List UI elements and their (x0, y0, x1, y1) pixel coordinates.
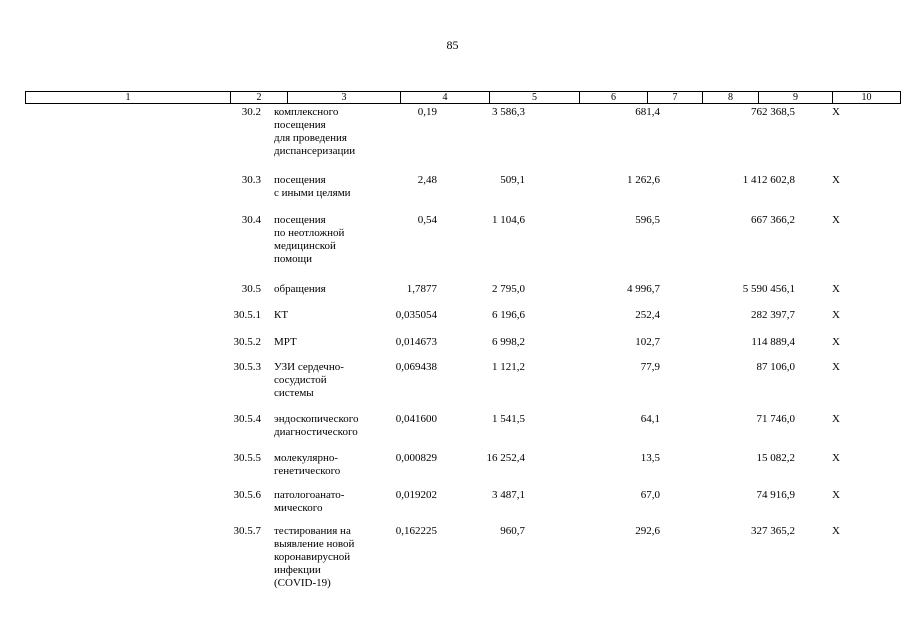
row-code: 30.5.5 (233, 452, 261, 464)
row-code: 30.5.7 (233, 525, 261, 537)
row-value-col4: 0,019202 (395, 489, 437, 501)
row-value-col9: 762 368,5 (751, 106, 795, 118)
row-value-col4: 0,069438 (395, 361, 437, 373)
row-value-col5: 1 104,6 (492, 214, 525, 226)
row-value-col7: 1 262,6 (627, 174, 660, 186)
row-value-col4: 0,54 (417, 214, 437, 226)
row-name-line: посещения (274, 214, 326, 226)
row-value-col9: 74 916,9 (756, 489, 795, 501)
row-name-line: коронавирусной (274, 551, 351, 563)
row-value-col7: 681,4 (635, 106, 660, 118)
row-value-col5: 1 541,5 (492, 413, 525, 425)
column-header-8: 8 (703, 92, 759, 104)
row-name-line: (COVID-19) (274, 577, 331, 589)
row-value-col5: 509,1 (500, 174, 525, 186)
row-value-col4: 0,19 (417, 106, 437, 118)
row-value-col9: 667 366,2 (751, 214, 795, 226)
row-value-col9: 71 746,0 (756, 413, 795, 425)
row-name-line: эндоскопического (274, 413, 359, 425)
row-code: 30.5 (241, 283, 261, 295)
row-value-col5: 3 487,1 (492, 489, 525, 501)
row-name-line: комплексного (274, 106, 339, 118)
row-name (274, 336, 384, 349)
row-name-line: генетического (274, 465, 341, 477)
row-name-line: обращения (274, 283, 326, 295)
column-header-4: 4 (401, 92, 490, 104)
row-name (274, 452, 384, 478)
row-name-line: по неотложной (274, 227, 345, 239)
row-name (274, 214, 384, 266)
row-value-col10: X (832, 336, 840, 348)
row-value-col4: 0,041600 (395, 413, 437, 425)
row-value-col10: X (832, 413, 840, 425)
row-value-col10: X (832, 174, 840, 186)
row-value-col7: 13,5 (640, 452, 660, 464)
row-name (274, 413, 384, 439)
row-value-col5: 960,7 (500, 525, 525, 537)
row-name-line: инфекции (274, 564, 321, 576)
row-value-col10: X (832, 309, 840, 321)
row-name (274, 525, 384, 590)
row-value-col9: 5 590 456,1 (742, 283, 795, 295)
row-value-col7: 292,6 (635, 525, 660, 537)
row-code: 30.5.4 (233, 413, 261, 425)
row-value-col5: 6 196,6 (492, 309, 525, 321)
row-name-line: системы (274, 387, 314, 399)
row-value-col9: 114 889,4 (751, 336, 795, 348)
row-name-line: молекулярно- (274, 452, 338, 464)
row-value-col7: 4 996,7 (627, 283, 660, 295)
row-name-line: для проведения (274, 132, 347, 144)
row-value-col9: 87 106,0 (756, 361, 795, 373)
row-code: 30.4 (241, 214, 261, 226)
row-name (274, 309, 384, 322)
row-value-col5: 3 586,3 (492, 106, 525, 118)
row-name-line: мического (274, 502, 323, 514)
row-code: 30.5.2 (233, 336, 261, 348)
row-name-line: диагностического (274, 426, 358, 438)
row-value-col5: 2 795,0 (492, 283, 525, 295)
column-header-3: 3 (288, 92, 401, 104)
row-name (274, 106, 384, 158)
row-value-col5: 1 121,2 (492, 361, 525, 373)
column-header-5: 5 (490, 92, 580, 104)
column-header-7: 7 (648, 92, 703, 104)
row-value-col4: 2,48 (417, 174, 437, 186)
row-name-line: КТ (274, 309, 289, 321)
row-value-col5: 6 998,2 (492, 336, 525, 348)
row-name-line: УЗИ сердечно- (274, 361, 344, 373)
row-code: 30.5.6 (233, 489, 261, 501)
row-value-col10: X (832, 283, 840, 295)
row-value-col9: 282 397,7 (751, 309, 795, 321)
row-name-line: сосудистой (274, 374, 327, 386)
row-name-line: помощи (274, 253, 312, 265)
page-number: 85 (446, 38, 459, 52)
column-header-9: 9 (759, 92, 833, 104)
row-value-col4: 0,000829 (395, 452, 437, 464)
row-code: 30.2 (241, 106, 261, 118)
row-value-col4: 0,014673 (395, 336, 437, 348)
row-value-col10: X (832, 106, 840, 118)
row-code: 30.5.3 (233, 361, 261, 373)
row-value-col7: 252,4 (635, 309, 660, 321)
row-name-line: выявление новой (274, 538, 355, 550)
row-value-col7: 102,7 (635, 336, 660, 348)
row-value-col5: 16 252,4 (486, 452, 525, 464)
row-value-col10: X (832, 489, 840, 501)
column-header-6: 6 (580, 92, 648, 104)
row-value-col4: 1,7877 (406, 283, 437, 295)
row-value-col4: 0,162225 (395, 525, 437, 537)
row-value-col7: 596,5 (635, 214, 660, 226)
row-name-line: МРТ (274, 336, 297, 348)
row-code: 30.3 (241, 174, 261, 186)
row-value-col9: 15 082,2 (756, 452, 795, 464)
row-name (274, 361, 384, 400)
row-value-col9: 327 365,2 (751, 525, 795, 537)
row-value-col10: X (832, 452, 840, 464)
column-header-1: 1 (26, 92, 231, 104)
row-name-line: патологоанато- (274, 489, 345, 501)
row-name-line: тестирования на (274, 525, 351, 537)
row-name-line: диспансеризации (274, 145, 356, 157)
row-name (274, 283, 384, 296)
row-name (274, 489, 384, 515)
row-value-col10: X (832, 525, 840, 537)
row-value-col10: X (832, 361, 840, 373)
row-value-col4: 0,035054 (395, 309, 437, 321)
column-header-2: 2 (231, 92, 288, 104)
column-header-10: 10 (833, 92, 901, 104)
row-value-col7: 77,9 (640, 361, 660, 373)
row-value-col10: X (832, 214, 840, 226)
row-value-col7: 64,1 (640, 413, 660, 425)
row-code: 30.5.1 (233, 309, 261, 321)
row-name-line: посещения (274, 119, 326, 131)
row-name-line: с иными целями (274, 187, 351, 199)
row-name-line: посещения (274, 174, 326, 186)
row-name-line: медицинской (274, 240, 336, 252)
row-name (274, 174, 384, 200)
row-value-col7: 67,0 (640, 489, 660, 501)
row-value-col9: 1 412 602,8 (742, 174, 795, 186)
